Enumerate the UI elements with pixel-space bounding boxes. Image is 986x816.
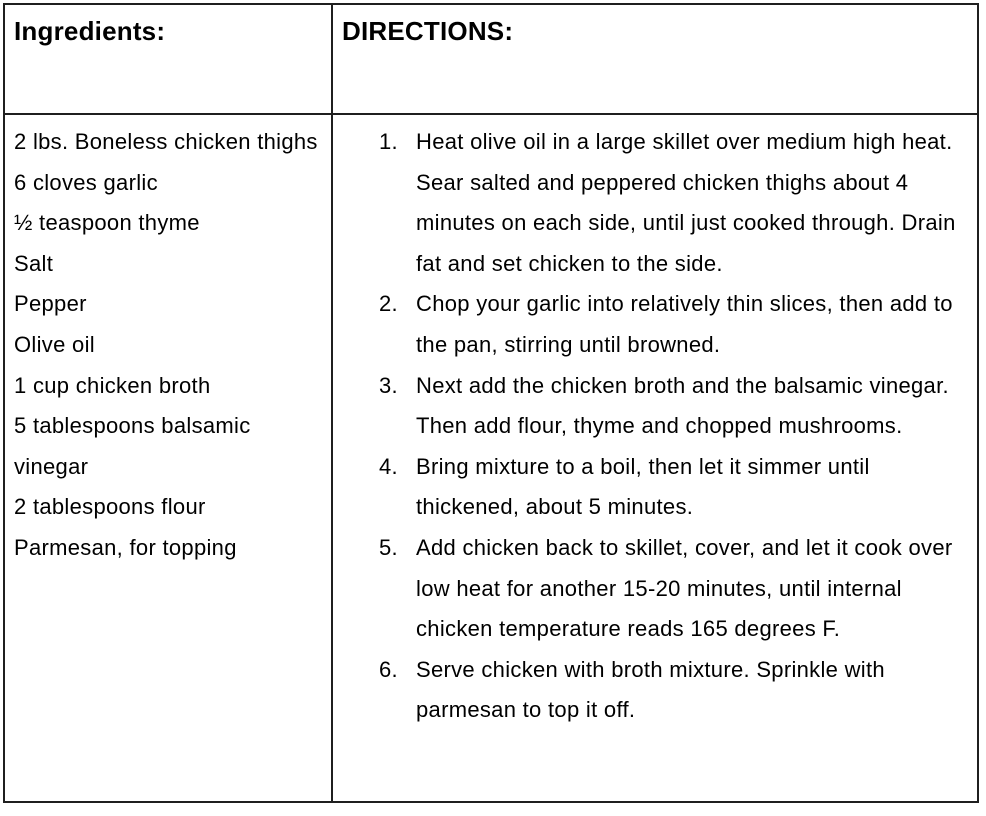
recipe-table (3, 3, 979, 803)
ingredient-item: Salt (14, 250, 54, 276)
direction-number: 6. (379, 656, 398, 682)
direction-text: Heat olive oil in a large skillet over medium high heat. Sear salted and peppered chicken thighs about 4 minutes on each side, until just cooked through. Drain fat and set chicken to the side. (416, 129, 956, 276)
direction-step (333, 650, 963, 731)
direction-number: 3. (379, 372, 398, 398)
direction-text: Chop your garlic into relatively thin slices, then add to the pan, stirring until browned. (416, 291, 953, 357)
direction-text: Next add the chicken broth and the balsamic vinegar. Then add flour, thyme and chopped mushrooms. (416, 372, 949, 439)
ingredients-header-cell (5, 5, 333, 115)
direction-text: Add chicken back to skillet, cover, and let it cook over low heat for another 15-20 minutes, until internal chicken temperature reads 165 degrees F. (416, 534, 953, 642)
direction-step (333, 447, 963, 528)
ingredient-item: ½ teaspoon thyme (14, 210, 200, 236)
ingredients-header: Ingredients: (14, 16, 166, 46)
directions-list (333, 115, 977, 801)
ingredient-item: 6 cloves garlic (14, 169, 158, 195)
direction-step (333, 366, 963, 447)
directions-header-cell (333, 5, 977, 115)
direction-number: 5. (379, 534, 398, 560)
ingredient-item: Parmesan, for topping (14, 534, 237, 560)
ingredient-item: 2 tablespoons flour (14, 494, 206, 520)
ingredient-item: Olive oil (14, 331, 95, 357)
direction-text: Bring mixture to a boil, then let it simmer until thickened, about 5 minutes. (416, 453, 870, 520)
ingredient-item: Pepper (14, 291, 87, 317)
directions-header: DIRECTIONS: (342, 16, 514, 46)
ingredient-item: 2 lbs. Boneless chicken thighs (14, 129, 318, 154)
ingredient-item: 5 tablespoons balsamic vinegar (14, 413, 251, 479)
direction-step (333, 122, 963, 284)
direction-number: 2. (379, 291, 398, 317)
ingredients-list (5, 115, 333, 801)
direction-number: 1. (379, 129, 398, 154)
direction-number: 4. (379, 453, 398, 479)
ingredient-item: 1 cup chicken broth (14, 372, 211, 398)
direction-text: Serve chicken with broth mixture. Sprinkle with parmesan to top it off. (416, 656, 885, 723)
direction-step (333, 528, 963, 650)
direction-step (333, 284, 963, 365)
